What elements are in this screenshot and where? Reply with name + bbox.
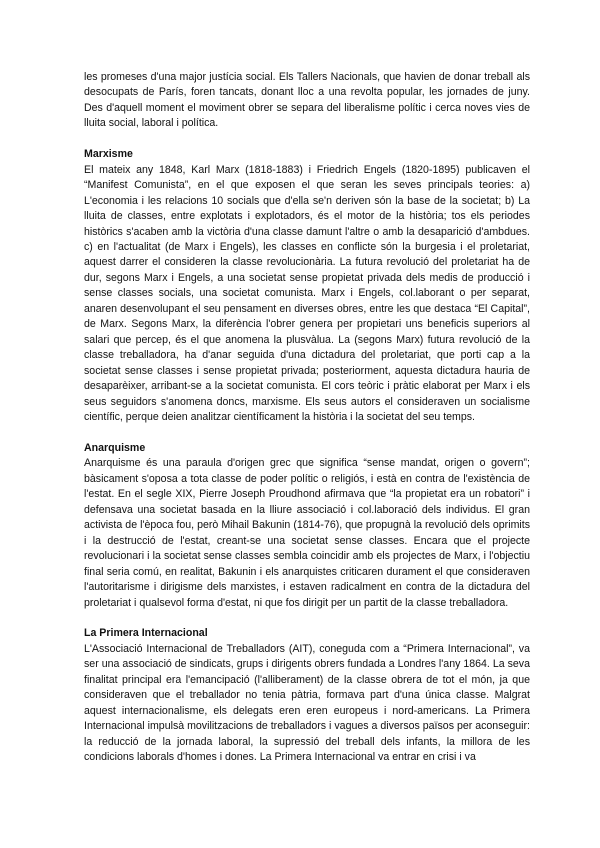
section-gap — [84, 132, 530, 148]
section-gap — [84, 611, 530, 627]
section-anarquisme — [84, 441, 530, 611]
section-marxisme — [84, 147, 530, 425]
section-heading-primera-internacional: La Primera Internacional — [84, 627, 208, 640]
section-paragraph-anarquisme: Anarquisme és una paraula d'origen grec que significa “sense mandat, origen o govern”; bàsicament s'oposa a tota classe de poder polític o religiós, i està en contra de l'existència de l'estat. En el segle XIX, Pierre Joseph Proudhond afirmava que “la propietat era un robatori” i defensava una societat basada en la lliure associació i col.laboració dels individus. El gran activista de l'època fou, però Mihail Bakunin (1814-76), que propugnà la revolució dels oprimits i la destrucció de l'estat, creant-se una societat sense classes. Encara que el projecte revolucionari i la societat sense classes sembla coincidir amb els projectes de Marx, i l'objectiu final seria comú, en realitat, Bakunin i els anarquistes criticaren durament el que consideraven l'autoritarisme i dirigisme dels marxistes, i estaven radicalment en contra de la dictadura del proletariat i qualsevol forma d'estat, ni que fos dirigit per un partit de la classe treballadora. — [84, 457, 530, 609]
section-paragraph-marxisme: El mateix any 1848, Karl Marx (1818-1883) i Friedrich Engels (1820-1895) publicaven el “Manifest Comunista”, en el que exposen el que seran les seves principals teories: a) L'economia i les relacions 10 socials que d'ella se'n deriven són la base de la societat; b) La lluita de classes, entre explotats i explotadors, és el motor de la història; tos els periodes històrics s'acaben amb la victòria d'una classe damunt l'altre o amb la desaparició d'ambdues. c) en l'actualitat (de Marx i Engels), les classes en conflicte són la burgesia i el proletariat, aquest darrer el consideren la classe revolucionària. La futura revolució del proletariat ha de dur, segons Marx i Engels, a una societat sense propietat privada dels medis de producció i sense classes socials, una societat comunista. Marx i Engels, col.laborant o per separat, anaren desenvolupant el seu pensament en diverses obres, entre les que destaca “El Capital”, de Marx. Segons Marx, la diferència l'obrer genera per propietari uns beneficis superiors al salari que percep, és el que anomena la plusvàlua. La (segons Marx) futura revolució de la classe treballadora, ha d'anar seguida d'una dictadura del proletariat, que porti cap a la societat sense classes i sense propietat privada; posteriorment, aquesta dictadura hauria de desaparèixer, arribant-se a la societat comunista. El cors teòric i pràtic elaborat per Marx i els seus seguidors s'anomena doncs, marxisme. Els seus autors el consideraven un socialisme científic, perque deien analitzar científicament la història i la societat del seu temps. — [84, 163, 530, 424]
document-page — [84, 70, 530, 766]
section-gap — [84, 425, 530, 441]
section-heading-anarquisme: Anarquisme — [84, 441, 146, 454]
intro-paragraph: les promeses d'una major justícia social. Els Tallers Nacionals, que havien de donar treball als desocupats de París, foren tancats, donant lloc a una revolta popular, les jornades de juny. Des d'aquell moment el moviment obrer se separa del liberalisme polític i cerca noves vies de lluita social, laboral i política. — [84, 71, 530, 130]
section-paragraph-primera-internacional: L'Associació Internacional de Treballadors (AIT), coneguda com a “Primera Internacional”, va ser una associació de sindicats, grups i dirigents obrers fundada a Londres l'any 1864. La seva finalitat principal era l'emancipació (l'alliberament) de la classe obrera de tot el món, ja que consideraven que el treballador no tenia pàtria, formava part d'una única classe. Malgrat aquest internacionalisme, els delegats eren eren europeus i nord-americans. La Primera Internacional impulsà movilitzacions de treballadors i vagues a diversos països per aconseguir: la reducció de la jornada laboral, la supressió del treball dels infants, la millora de les condicions laborals d'homes i dones. La Primera Internacional va entrar en crisi i va — [84, 642, 530, 764]
section-primera-internacional — [84, 626, 530, 765]
section-heading-marxisme: Marxisme — [84, 148, 133, 161]
